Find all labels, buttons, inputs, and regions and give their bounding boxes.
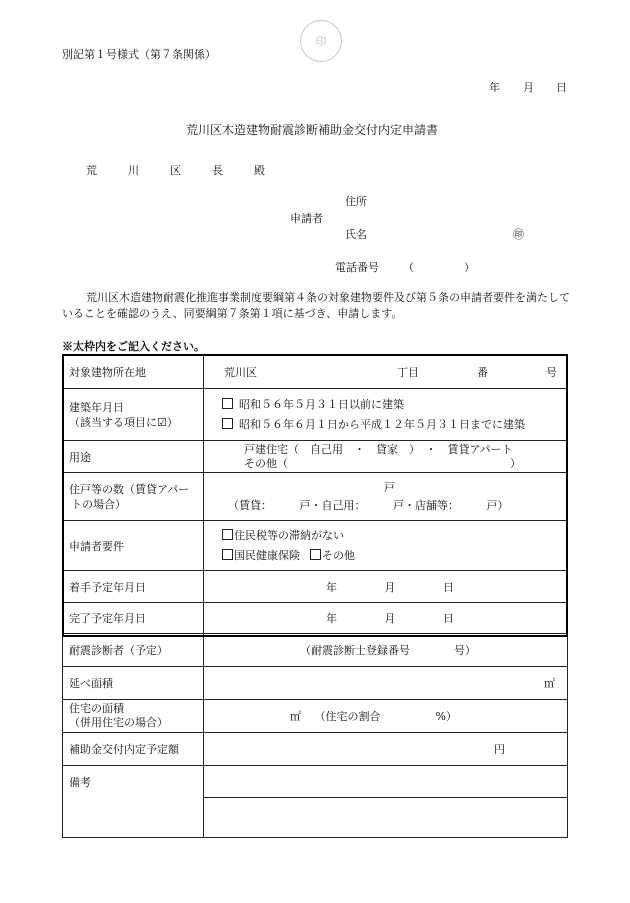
- phone-open: （: [403, 261, 414, 274]
- location-field[interactable]: [204, 355, 568, 389]
- residential-area-note: （併用住宅の場合）: [69, 716, 168, 729]
- date-year: 年: [489, 81, 500, 94]
- requirement-option-1[interactable]: 住民税等の滞納がない: [222, 526, 561, 546]
- remarks-field[interactable]: [204, 766, 568, 798]
- requirements-label: 申請者要件: [63, 521, 204, 571]
- built-label: 建築年月日: [69, 400, 124, 414]
- location-go: 号: [546, 365, 557, 379]
- location-ward: 荒川区: [224, 365, 257, 379]
- table-row: [63, 355, 568, 389]
- table-row: [63, 389, 568, 441]
- location-label: 対象建物所在地: [63, 355, 204, 389]
- use-line-1: 戸建住宅（ 自己用 ・ 貸家 ） ・ 賃貸アパート: [244, 442, 513, 456]
- units-field[interactable]: [204, 473, 568, 521]
- residential-area-label: 住宅の面積: [69, 702, 124, 715]
- table-row: [63, 798, 568, 838]
- floor-area-field[interactable]: ㎡: [204, 667, 568, 700]
- table-row: [63, 700, 568, 733]
- table-row: [63, 441, 568, 473]
- built-label-note: （該当する項目に☑）: [69, 415, 178, 429]
- phone-close: ）: [464, 261, 475, 274]
- address-label: 住所: [345, 195, 367, 208]
- units-total: 戸: [384, 480, 395, 494]
- units-breakdown: （賃貸： 戸・自己用： 戸・店舗等： 戸）: [228, 498, 509, 512]
- subsidy-label: 補助金交付内定予定額: [63, 733, 204, 766]
- units-label: 住戸等の数（賃貸アパー: [69, 482, 190, 496]
- name-label: 氏名: [345, 228, 367, 241]
- phone-label: 電話番号: [335, 261, 379, 274]
- date-day: 日: [556, 81, 567, 94]
- requirement-option-2[interactable]: 国民健康保険 その他: [222, 546, 561, 566]
- start-date-label: 着手予定年月日: [63, 571, 204, 603]
- floor-area-label: 延べ面積: [63, 667, 204, 700]
- application-form-table: [62, 354, 568, 838]
- requirement-checkbox-2[interactable]: [222, 549, 233, 560]
- subsidy-field[interactable]: 円: [204, 733, 568, 766]
- inspector-label: 耐震診断者（予定）: [63, 634, 204, 667]
- document-title: 荒川区木造建物耐震診断補助金交付内定申請書: [186, 123, 439, 137]
- application-statement: 荒川区木造建物耐震化推進事業制度要綱第４条の対象建物要件及び第５条の申請者要件を満たしていることを確認のうえ、同要綱第７条第１項に基づき、申請します。: [62, 291, 570, 320]
- use-field[interactable]: [204, 441, 568, 473]
- end-date-field[interactable]: 年 月 日: [204, 603, 568, 634]
- table-row: [63, 766, 568, 798]
- start-date-field[interactable]: 年 月 日: [204, 571, 568, 603]
- table-row: [63, 571, 568, 603]
- location-chome: 丁目: [397, 365, 419, 379]
- date-month: 月: [523, 81, 534, 94]
- residential-area-field[interactable]: ㎡ （住宅の割合 %）: [204, 700, 568, 733]
- form-number: 別記第１号様式（第７条関係）: [62, 48, 216, 61]
- table-row: [63, 473, 568, 521]
- built-checkbox-2[interactable]: [222, 418, 233, 429]
- table-row: [63, 733, 568, 766]
- built-checkbox-1[interactable]: [222, 398, 233, 409]
- table-row: [63, 603, 568, 634]
- table-row: [63, 667, 568, 700]
- inspector-field[interactable]: （耐震診断士登録番号 号）: [204, 634, 568, 667]
- units-label-2: トの場合）: [71, 497, 126, 511]
- built-option-2[interactable]: 昭和５６年６月１日から平成１２年５月３１日までに建築: [222, 415, 561, 435]
- built-option-1[interactable]: 昭和５６年５月３１日以前に建築: [222, 395, 561, 415]
- end-date-label: 完了予定年月日: [63, 603, 204, 634]
- table-row: [63, 521, 568, 571]
- use-line-2: その他（ ）: [244, 456, 521, 470]
- stamp-placeholder: 印: [300, 20, 342, 62]
- remarks-field-extra[interactable]: [204, 798, 568, 838]
- fill-in-note: ※太枠内をご記入ください。: [62, 340, 205, 353]
- table-row: [63, 634, 568, 667]
- requirement-checkbox-3[interactable]: [310, 549, 321, 560]
- seal-mark: ㊞: [513, 228, 524, 241]
- applicant-label: 申請者: [290, 212, 323, 225]
- location-ban: 番: [477, 365, 488, 379]
- addressee: 荒 川 区 長 殿: [86, 164, 275, 177]
- remarks-label: 備考: [63, 766, 204, 798]
- use-label: 用途: [63, 441, 204, 473]
- requirement-checkbox-1[interactable]: [222, 529, 233, 540]
